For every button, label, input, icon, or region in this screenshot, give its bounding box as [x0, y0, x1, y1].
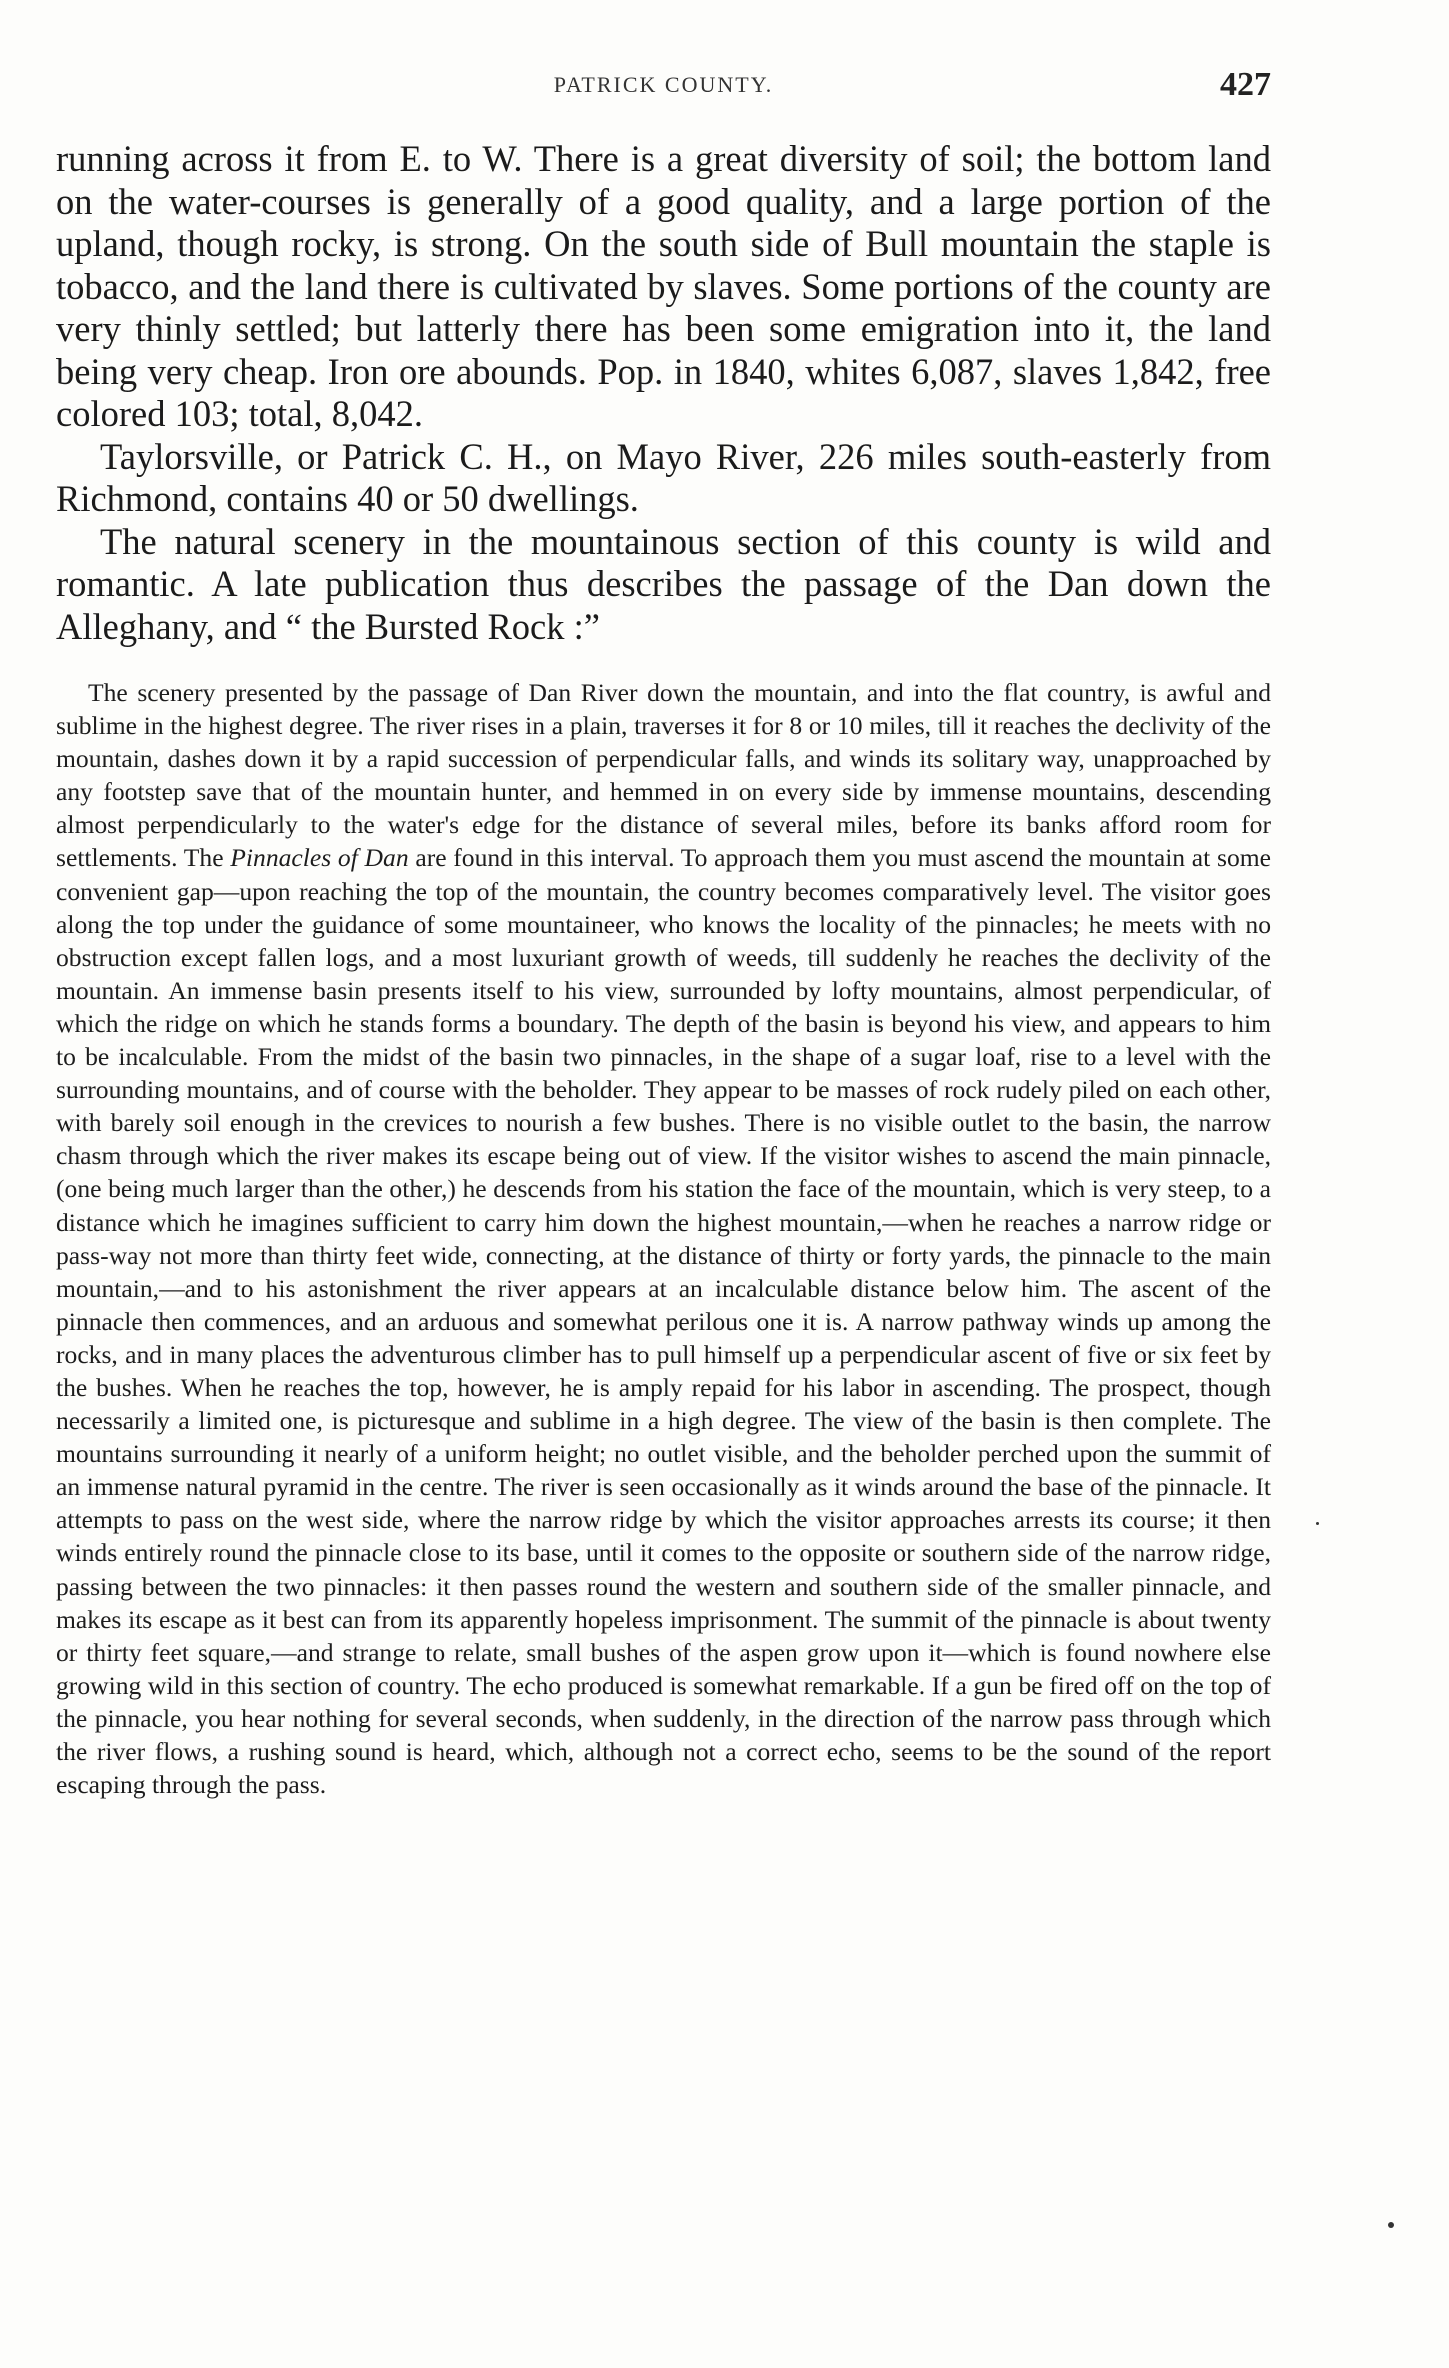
page-number: 427 — [1220, 66, 1271, 103]
paragraph-natural-scenery: The natural scenery in the mountainous section of this county is wild and romantic. A late publication thus describes the passage of the Dan down the Alleghany, and “ the Bursted Rock :” — [56, 520, 1271, 647]
running-head — [56, 66, 1271, 106]
quote-text-part-1: The scenery presented by the passage of Dan River down the mountain, and into the flat country, is awful and sublime in the highest degree. The river rises in a plain, traverses it for 8 or 10 miles, till it reaches the declivity of the mountain, dashes down it by a rapid succession of perpendicular falls, and winds its solitary way, unapproached by any footstep save that of the mountain hunter, and hemmed in on every side by immense mountains, descending almost perpendicularly to the water's edge for the distance of several miles, before its banks afford room for settlements. The — [56, 678, 1271, 873]
quoted-extract-pinnacles-of-dan — [56, 676, 1271, 1801]
paragraph-taylorsville: Taylorsville, or Patrick C. H., on Mayo River, 226 miles south-easterly from Richmond, contains 40 or 50 dwellings. — [56, 435, 1271, 519]
quote-italic-pinnacles-of-dan: Pinnacles of Dan — [230, 843, 409, 873]
stray-ink-mark-bottom — [1388, 2222, 1394, 2228]
body-text — [56, 138, 1271, 1801]
quote-text-part-2: are found in this interval. To approach them you must ascend the mountain at some convenient gap—upon reaching the top of the mountain, the country becomes comparatively level. The visitor goes along the top under the guidance of some mountaineer, who knows the locality of the pinnacles; he meets with no obstruction except fallen logs, and a most luxuriant growth of weeds, till suddenly he reaches the declivity of the mountain. An immense basin presents itself to his view, surrounded by lofty mountains, almost perpendicular, of which the ridge on which he stands forms a boundary. The depth of the basin is beyond his view, and appears to him to be incalculable. From the midst of the basin two pinnacles, in the shape of a sugar loaf, rise to a level with the surrounding mountains, and of course with the beholder. They appear to be masses of rock rudely piled on each other, with barely soil enough in the crevices to nourish a few bushes. There is no visible outlet to the basin, the narrow chasm through which the river makes its escape being out of view. If the visitor wishes to ascend the main pinnacle, (one being much larger than the other,) he descends from his station the face of the mountain, which is very steep, to a distance which he imagines sufficient to carry him down the highest mountain,—when he reaches a narrow ridge or pass-way not more than thirty feet wide, connecting, at the distance of thirty or forty yards, the pinnacle to the main mountain,—and to his astonishment the river appears at an incalculable distance below him. The ascent of the pinnacle then commences, and an arduous and somewhat perilous one it is. A narrow pathway winds up among the rocks, and in many places the adventurous climber has to pull himself up a perpendicular ascent of five or six feet by the bushes. When he reaches the top, however, he is amply repaid for his labor in ascending. The prospect, though necessarily a limited one, is picturesque and sublime in a high degree. The view of the basin is then complete. The mountains surrounding it nearly of a uniform height; no outlet visible, and the beholder perched upon the summit of an immense natural pyramid in the centre. The river is seen occasionally as it winds around the base of the pinnacle. It attempts to pass on the west side, where the narrow ridge by which the visitor approaches arrests its course; it then winds entirely round the pinnacle close to its base, until it comes to the opposite or southern side of the narrow ridge, passing between the two pinnacles: it then passes round the western and southern side of the smaller pinnacle, and makes its escape as it best can from its apparently hopeless imprisonment. The summit of the pinnacle is about twenty or thirty feet square,—and strange to relate, small bushes of the aspen grow upon it—which is found nowhere else growing wild in this section of country. The echo produced is somewhat remarkable. If a gun be fired off on the top of the pinnacle, you hear nothing for several seconds, when suddenly, in the direction of the narrow pass through which the river flows, a rushing sound is heard, which, although not a correct echo, seems to be the sound of the report escaping through the pass. — [56, 843, 1272, 1800]
stray-ink-mark-right — [1316, 1522, 1319, 1525]
running-title: PATRICK COUNTY. — [553, 72, 774, 97]
paragraph-soil-population: running across it from E. to W. There is a great diversity of soil; the bottom land on the water-courses is generally of a good quality, and a large portion of the upland, though rocky, is strong. On the south side of Bull mountain the staple is tobacco, and the land there is cultivated by slaves. Some portions of the county are very thinly settled; but latterly there has been some emigration into it, the land being very cheap. Iron ore abounds. Pop. in 1840, whites 6,087, slaves 1,842, free colored 103; total, 8,042. — [56, 138, 1271, 434]
